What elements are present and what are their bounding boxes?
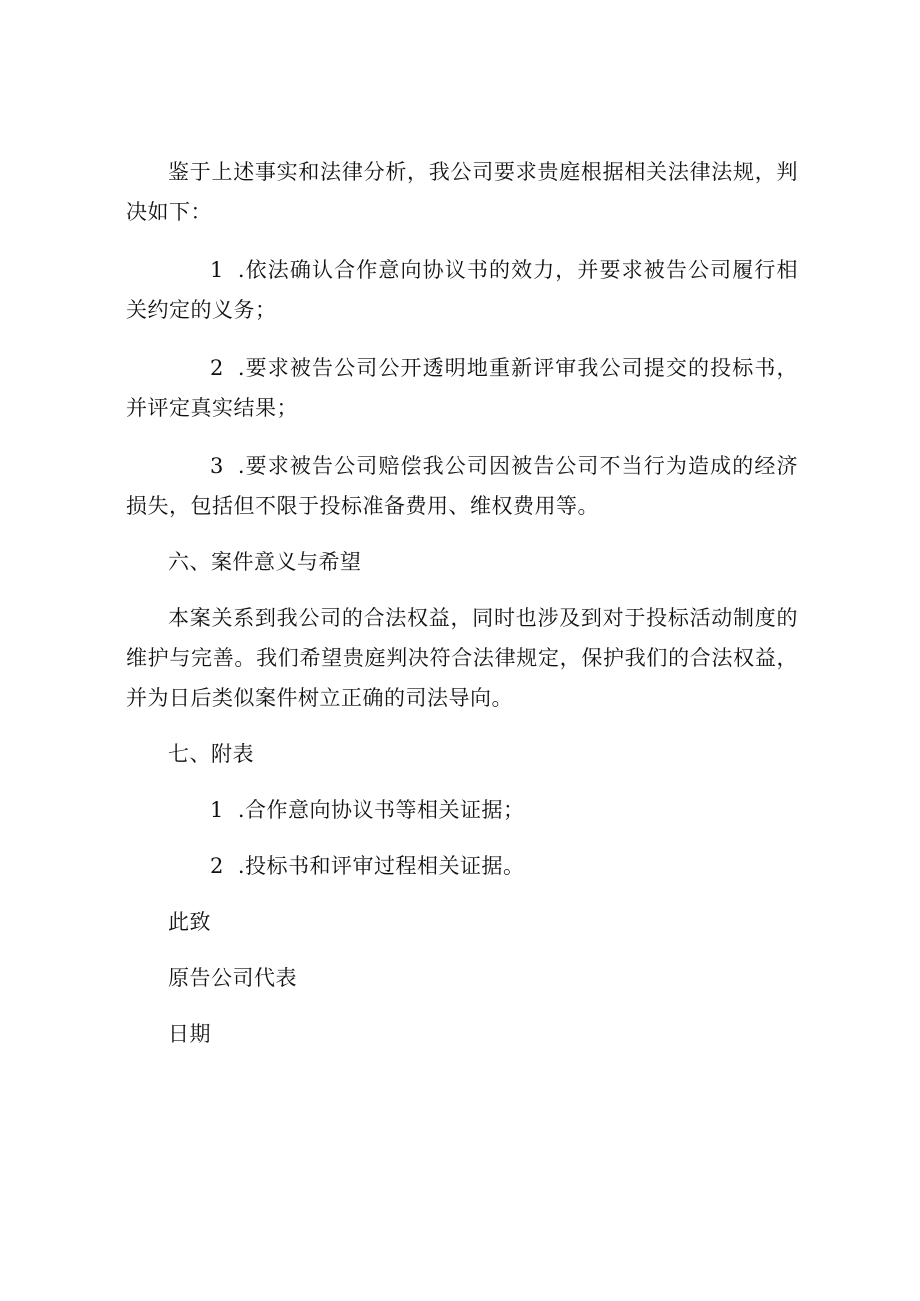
attachment-text: .合作意向协议书等相关证据； <box>237 798 525 822</box>
attachment-item-2 <box>126 846 798 886</box>
document-body <box>126 152 798 1054</box>
section-6-heading: 六、案件意义与希望 <box>168 550 362 574</box>
request-text: .依法确认合作意向协议书的效力，并要求被告公司履行相关约定的义务； <box>126 258 798 322</box>
request-number: 2 <box>210 356 224 380</box>
request-text: .要求被告公司赔偿我公司因被告公司不当行为造成的经济损失，包括但不限于投标准备费用、维权费用等。 <box>126 454 798 518</box>
signer-line: 原告公司代表 <box>168 966 297 990</box>
attachment-number: 2 <box>210 854 224 878</box>
request-item-2 <box>126 348 798 428</box>
section-6-paragraph: 本案关系到我公司的合法权益，同时也涉及到对于投标活动制度的维护与完善。我们希望贵庭判决符合法律规定，保护我们的合法权益，并为日后类似案件树立正确的司法导向。 <box>126 606 798 710</box>
attachment-text: .投标书和评审过程相关证据。 <box>237 854 525 878</box>
attachment-item-1 <box>126 790 798 830</box>
section-7-heading: 七、附表 <box>168 742 254 766</box>
request-item-1 <box>126 250 798 330</box>
closing-salutation: 此致 <box>168 910 211 934</box>
attachment-number: 1 <box>210 798 224 822</box>
conclusion-paragraph: 鉴于上述事实和法律分析，我公司要求贵庭根据相关法律法规，判决如下： <box>126 160 798 224</box>
date-line: 日期 <box>168 1022 211 1046</box>
request-item-3 <box>126 446 798 526</box>
request-text: .要求被告公司公开透明地重新评审我公司提交的投标书，并评定真实结果； <box>126 356 798 420</box>
request-number: 3 <box>210 454 224 478</box>
request-number: 1 <box>210 258 224 282</box>
